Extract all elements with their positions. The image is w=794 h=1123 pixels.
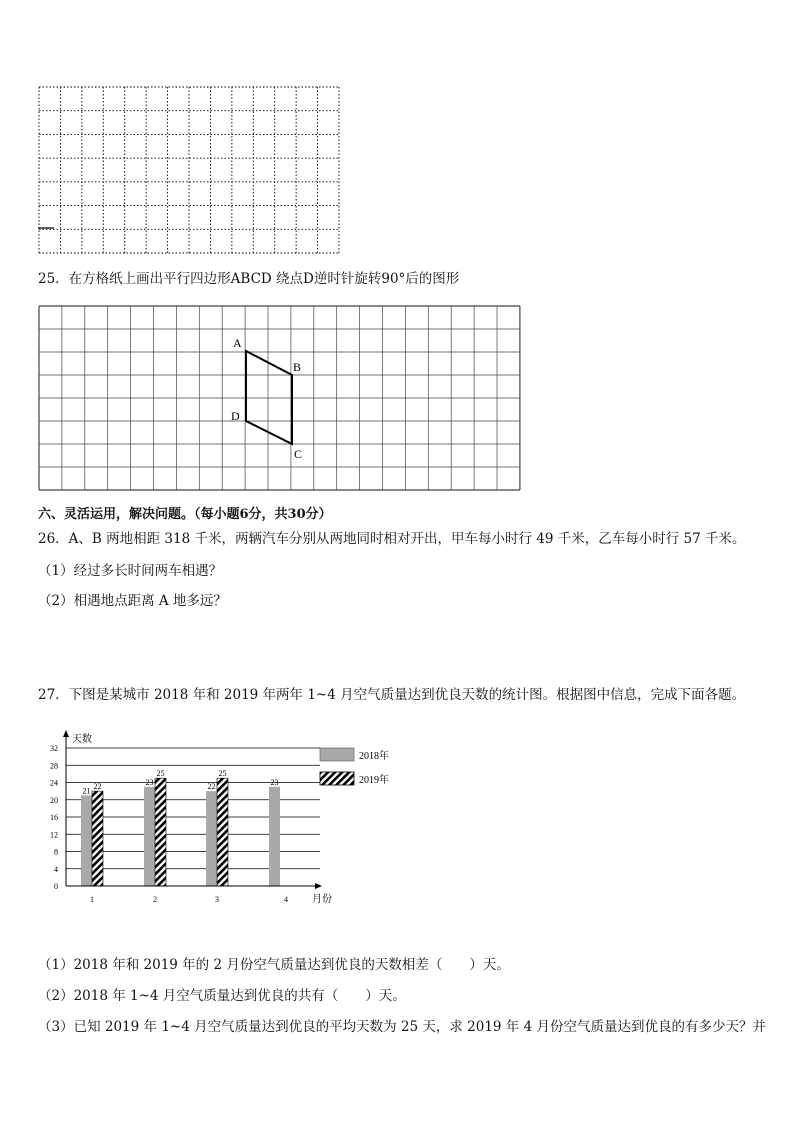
chart-x-tick-labels bbox=[90, 895, 288, 904]
chart-bars bbox=[81, 778, 280, 886]
chart-bar-2019年 bbox=[155, 778, 166, 886]
chart-bar-value-label: 25 bbox=[218, 769, 227, 779]
square-grid bbox=[38, 305, 522, 495]
dotted-grid-lines bbox=[39, 87, 339, 253]
square-grid-lines bbox=[39, 306, 520, 490]
dotted-writing-grid bbox=[38, 86, 340, 254]
chart-gridlines bbox=[66, 748, 320, 869]
question-25-text: 25．在方格纸上画出平行四边形ABCD 绕点D逆时针旋转90°后的图形 bbox=[38, 271, 460, 287]
chart-y-tick: 8 bbox=[54, 847, 58, 857]
question-26-text: 26．A、B 两地相距 318 千米，两辆汽车分别从两地同时相对开出，甲车每小时行 49 千米，乙车每小时行 57 千米。 bbox=[38, 531, 746, 547]
vertex-c-label: C bbox=[294, 447, 303, 461]
chart-y-tick: 32 bbox=[50, 744, 58, 753]
bar-chart bbox=[38, 728, 418, 912]
chart-bar-2019年 bbox=[217, 778, 228, 886]
legend-label-2019: 2019年 bbox=[359, 775, 389, 786]
chart-x-axis-arrow bbox=[315, 883, 322, 889]
chart-y-tick: 20 bbox=[50, 795, 58, 805]
chart-y-tick: 16 bbox=[50, 813, 58, 822]
chart-y-tick: 24 bbox=[50, 778, 58, 788]
chart-y-axis-arrow bbox=[63, 730, 69, 737]
chart-x-tick: 4 bbox=[284, 895, 288, 904]
chart-bar-value-label: 21 bbox=[82, 786, 91, 796]
chart-xlabel: 月份 bbox=[312, 894, 332, 905]
chart-bar-2018年 bbox=[206, 791, 217, 886]
chart-x-tick: 3 bbox=[215, 895, 219, 904]
chart-bar-2018年 bbox=[144, 787, 155, 886]
legend-label-2018: 2018年 bbox=[359, 751, 389, 762]
chart-x-tick: 1 bbox=[90, 895, 94, 904]
chart-bar-value-label: 23 bbox=[270, 777, 279, 787]
chart-bar-value-label: 22 bbox=[93, 782, 102, 792]
chart-y-tick: 28 bbox=[50, 761, 58, 771]
chart-bar-2018年 bbox=[81, 795, 92, 886]
chart-y-tick: 0 bbox=[54, 882, 58, 891]
chart-bar-2019年 bbox=[92, 791, 103, 886]
vertex-b-label: B bbox=[293, 360, 302, 374]
question-26-sub2: （2）相遇地点距离 A 地多远？ bbox=[38, 593, 227, 609]
chart-y-tick: 12 bbox=[50, 830, 58, 840]
section-6-title: 六、灵活运用，解决问题。（每小题6分，共30分） bbox=[38, 507, 332, 522]
chart-bar-value-label: 22 bbox=[207, 782, 216, 792]
legend-swatch-2019 bbox=[320, 772, 354, 785]
vertex-a-label: A bbox=[233, 336, 242, 350]
question-27-text: 27．下图是某城市 2018 年和 2019 年两年 1~4 月空气质量达到优良天数的统计图。根据图中信息，完成下面各题。 bbox=[38, 687, 746, 703]
chart-ylabel: 天数 bbox=[72, 734, 92, 745]
question-27-sub3: （3）已知 2019 年 1~4 月空气质量达到优良的平均天数为 25 天，求 2019 年 4 月份空气质量达到优良的有多少天？并 bbox=[38, 1019, 766, 1035]
chart-bar-value-label: 25 bbox=[156, 769, 165, 779]
question-26-sub1: （1）经过多长时间两车相遇？ bbox=[38, 563, 223, 579]
chart-bar-2018年 bbox=[269, 787, 280, 886]
chart-y-tick: 4 bbox=[54, 864, 58, 874]
question-27-sub1: （1）2018 年和 2019 年的 2 月份空气质量达到优良的天数相差（ ）天。 bbox=[38, 957, 510, 973]
chart-y-tick-labels bbox=[50, 744, 58, 891]
question-27-sub2: （2）2018 年 1~4 月空气质量达到优良的共有（ ）天。 bbox=[38, 988, 406, 1004]
chart-x-tick: 2 bbox=[153, 895, 157, 904]
vertex-d-label: D bbox=[231, 409, 240, 423]
legend-swatch-2018 bbox=[320, 748, 354, 761]
chart-bar-value-label: 23 bbox=[145, 777, 154, 787]
parallelogram-abcd bbox=[246, 351, 292, 444]
